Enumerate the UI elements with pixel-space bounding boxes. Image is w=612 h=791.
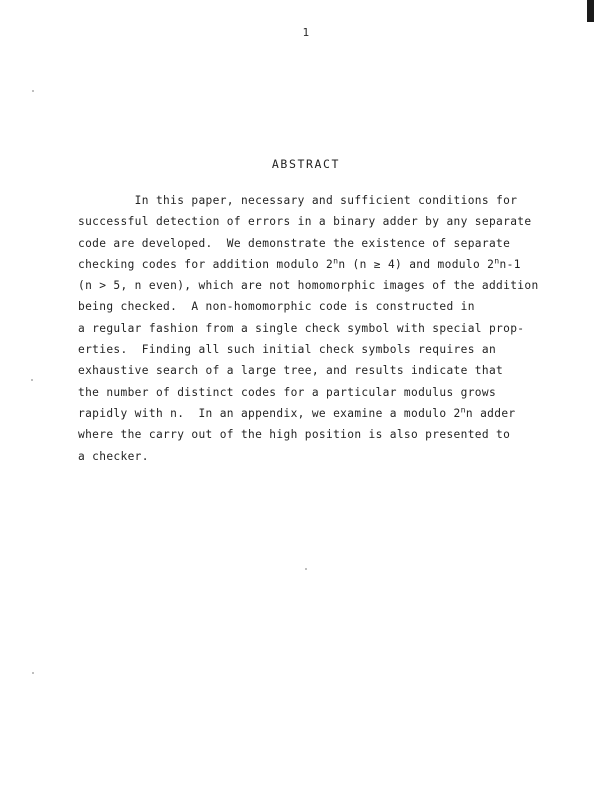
abstract-line: erties. Finding all such initial check symbols requires an [78, 343, 497, 357]
superscript: n [333, 255, 339, 266]
abstract-line: successful detection of errors in a binary adder by any separate [78, 215, 532, 229]
abstract-line: exhaustive search of a large tree, and results indicate that [78, 364, 504, 378]
abstract-line: the number of distinct codes for a particular modulus grows [78, 385, 497, 399]
abstract-line: In this paper, necessary and sufficient conditions for [78, 194, 518, 207]
abstract-body [78, 190, 548, 467]
abstract-line: a checker. [78, 449, 149, 463]
page-number: 1 [302, 26, 310, 39]
scan-speck [305, 568, 307, 570]
scan-speck [32, 672, 34, 674]
abstract-line: (n > 5, n even), which are not homomorphic images of the addition [78, 279, 539, 293]
abstract-heading: ABSTRACT [271, 157, 341, 171]
scan-edge-mark [587, 0, 594, 22]
abstract-line: rapidly with n. In an appendix, we examine a modulo 2$^n$n adder [78, 404, 516, 420]
abstract-line: where the carry out of the high position is also presented to [78, 428, 511, 442]
superscript: n [460, 404, 466, 415]
abstract-line: code are developed. We demonstrate the existence of separate [78, 236, 511, 250]
abstract-line: a regular fashion from a single check symbol with special prop- [78, 321, 525, 335]
abstract-line: checking codes for addition modulo 2$^n$n (n ≥ 4) and modulo 2$^n$n-1 [78, 255, 521, 271]
superscript: n [494, 255, 500, 266]
scan-speck [32, 90, 34, 92]
scan-speck [31, 379, 33, 381]
abstract-line: being checked. A non-homomorphic code is constructed in [78, 300, 475, 314]
